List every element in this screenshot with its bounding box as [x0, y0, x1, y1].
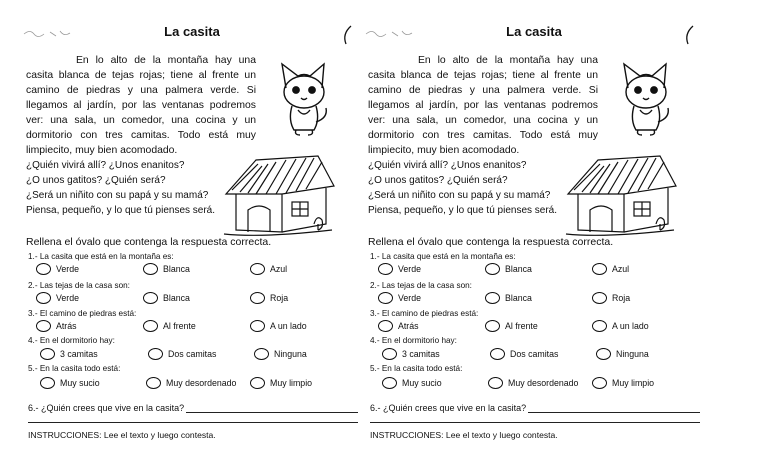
option-label: Azul [612, 264, 630, 274]
story-line: ¿Será un niñito con su papá y su mamá? [26, 190, 209, 201]
answer-oval[interactable] [592, 320, 607, 332]
answer-option[interactable] [143, 320, 196, 332]
question-4-text: 4.- En el dormitorio hay: [28, 336, 115, 345]
option-label: Ninguna [274, 349, 307, 359]
answer-oval[interactable] [382, 377, 397, 389]
story-paragraph: En lo alto de la montaña hay una casita blanca de tejas rojas; tiene al frente un camino de piedras y una palmera verde. Si llegamos al jardín, por las ventanas podremos ver: una sala, un comedor, una cocina y un dormitorio con tres camitas. Todo está muy limpiecito, muy bien acomodado. [26, 55, 256, 156]
house-illustration [564, 150, 679, 238]
answer-oval[interactable] [596, 348, 611, 360]
option-label: Blanca [163, 264, 190, 274]
answer-line[interactable] [528, 403, 700, 413]
worksheet-left [22, 0, 362, 466]
option-label: Ninguna [616, 349, 649, 359]
answer-option[interactable] [485, 263, 532, 275]
answer-option[interactable] [592, 292, 630, 304]
answer-oval[interactable] [250, 320, 265, 332]
answer-oval[interactable] [143, 263, 158, 275]
answer-option[interactable] [148, 348, 216, 360]
answer-option[interactable] [592, 320, 649, 332]
option-label: Muy desordenado [166, 378, 237, 388]
option-label: Verde [56, 264, 79, 274]
option-label: Muy desordenado [508, 378, 579, 388]
answer-oval[interactable] [36, 263, 51, 275]
answer-option[interactable] [250, 263, 287, 275]
answer-line[interactable] [186, 403, 358, 413]
answer-option[interactable] [36, 263, 79, 275]
answer-oval[interactable] [485, 320, 500, 332]
option-label: Dos camitas [510, 349, 559, 359]
answer-oval[interactable] [592, 377, 607, 389]
answer-option[interactable] [382, 377, 442, 389]
answer-option[interactable] [250, 320, 307, 332]
house-illustration [222, 150, 337, 238]
question-2-text: 2.- Las tejas de la casa son: [370, 281, 472, 290]
answer-oval[interactable] [250, 263, 265, 275]
option-label: 3 camitas [60, 349, 98, 359]
answer-option[interactable] [36, 292, 79, 304]
answer-option[interactable] [250, 292, 288, 304]
question-1-text: 1.- La casita que está en la montaña es: [28, 252, 174, 261]
question-5-text: 5.- En la casita todo está: [28, 364, 121, 373]
story-line: ¿O unos gatitos? ¿Quién será? [26, 175, 166, 186]
option-label: Verde [398, 264, 421, 274]
answer-oval[interactable] [592, 263, 607, 275]
footer-instructions: INSTRUCCIONES: Lee el texto y luego contesta. [28, 430, 216, 440]
question-4-text: 4.- En el dormitorio hay: [370, 336, 457, 345]
option-label: Roja [270, 293, 289, 303]
instruction-text: Rellena el óvalo que contenga la respuesta correcta. [26, 236, 272, 248]
story-line: ¿Quién vivirá allí? ¿Unos enanitos? [368, 160, 527, 171]
answer-oval[interactable] [40, 348, 55, 360]
question-3-text: 3.- El camino de piedras está: [370, 309, 479, 318]
open-question [28, 403, 358, 413]
question-3-text: 3.- El camino de piedras está: [28, 309, 137, 318]
option-label: Blanca [505, 293, 532, 303]
answer-oval[interactable] [254, 348, 269, 360]
answer-oval[interactable] [490, 348, 505, 360]
answer-option[interactable] [146, 377, 236, 389]
worksheet-title: La casita [506, 24, 562, 39]
answer-option[interactable] [378, 320, 419, 332]
story-line: ¿Será un niñito con su papá y su mamá? [368, 190, 551, 201]
answer-option[interactable] [382, 348, 440, 360]
answer-oval[interactable] [36, 320, 51, 332]
open-question [370, 403, 700, 413]
instruction-text: Rellena el óvalo que contenga la respuesta correcta. [368, 236, 614, 248]
kitten-illustration [274, 58, 334, 138]
option-label: Muy limpio [612, 378, 655, 388]
story-line: Piensa, pequeño, y lo que tú pienses será. [368, 205, 558, 216]
answer-oval[interactable] [488, 377, 503, 389]
answer-oval[interactable] [146, 377, 161, 389]
option-label: Muy limpio [270, 378, 313, 388]
answer-oval[interactable] [40, 377, 55, 389]
option-label: Blanca [163, 293, 190, 303]
option-label: Dos camitas [168, 349, 217, 359]
answer-option[interactable] [485, 292, 532, 304]
option-label: Verde [56, 293, 79, 303]
option-label: Blanca [505, 264, 532, 274]
answer-oval[interactable] [143, 320, 158, 332]
option-label: Azul [270, 264, 288, 274]
divider [28, 422, 358, 423]
story-line: Piensa, pequeño, y lo que tú pienses será. [26, 205, 216, 216]
option-label: Muy sucio [60, 378, 100, 388]
answer-oval[interactable] [485, 292, 500, 304]
answer-oval[interactable] [250, 292, 265, 304]
open-question-text: 6.- ¿Quién crees que vive en la casita? [370, 403, 527, 413]
story-line: ¿Quién vivirá allí? ¿Unos enanitos? [26, 160, 185, 171]
answer-option[interactable] [254, 348, 307, 360]
worksheet-right [364, 0, 704, 466]
answer-option[interactable] [485, 320, 538, 332]
answer-oval[interactable] [378, 320, 393, 332]
answer-oval[interactable] [36, 292, 51, 304]
question-5-text: 5.- En la casita todo está: [370, 364, 463, 373]
answer-option[interactable] [143, 263, 190, 275]
answer-option[interactable] [40, 348, 98, 360]
option-label: Muy sucio [402, 378, 442, 388]
answer-option[interactable] [36, 320, 77, 332]
kitten-illustration [616, 58, 676, 138]
worksheet-title: La casita [164, 24, 220, 39]
answer-option[interactable] [40, 377, 100, 389]
answer-option[interactable] [250, 377, 312, 389]
answer-option[interactable] [592, 377, 654, 389]
story-line: ¿O unos gatitos? ¿Quién será? [368, 175, 508, 186]
answer-oval[interactable] [378, 263, 393, 275]
answer-oval[interactable] [382, 348, 397, 360]
divider [370, 422, 700, 423]
answer-option[interactable] [378, 292, 421, 304]
answer-option[interactable] [596, 348, 649, 360]
option-label: A un lado [612, 321, 649, 331]
open-question-text: 6.- ¿Quién crees que vive en la casita? [28, 403, 185, 413]
option-label: Atrás [56, 321, 77, 331]
answer-option[interactable] [592, 263, 629, 275]
question-2-text: 2.- Las tejas de la casa son: [28, 281, 130, 290]
option-label: Verde [398, 293, 421, 303]
answer-option[interactable] [490, 348, 558, 360]
answer-oval[interactable] [378, 292, 393, 304]
option-label: Roja [612, 293, 631, 303]
page-curl-mark [682, 24, 696, 46]
answer-oval[interactable] [592, 292, 607, 304]
option-label: A un lado [270, 321, 307, 331]
question-1-text: 1.- La casita que está en la montaña es: [370, 252, 516, 261]
answer-option[interactable] [378, 263, 421, 275]
answer-oval[interactable] [485, 263, 500, 275]
option-label: Al frente [163, 321, 196, 331]
answer-oval[interactable] [250, 377, 265, 389]
story-paragraph: En lo alto de la montaña hay una casita blanca de tejas rojas; tiene al frente un camino de piedras y una palmera verde. Si llegamos al jardín, por las ventanas podremos ver: una sala, un comedor, una cocina y un dormitorio con tres camitas. Todo está muy limpiecito, muy bien acomodado. [368, 55, 598, 156]
option-label: 3 camitas [402, 349, 440, 359]
answer-oval[interactable] [143, 292, 158, 304]
answer-option[interactable] [488, 377, 578, 389]
page-curl-mark [340, 24, 354, 46]
footer-instructions: INSTRUCCIONES: Lee el texto y luego contesta. [370, 430, 558, 440]
answer-option[interactable] [143, 292, 190, 304]
option-label: Atrás [398, 321, 419, 331]
option-label: Al frente [505, 321, 538, 331]
answer-oval[interactable] [148, 348, 163, 360]
